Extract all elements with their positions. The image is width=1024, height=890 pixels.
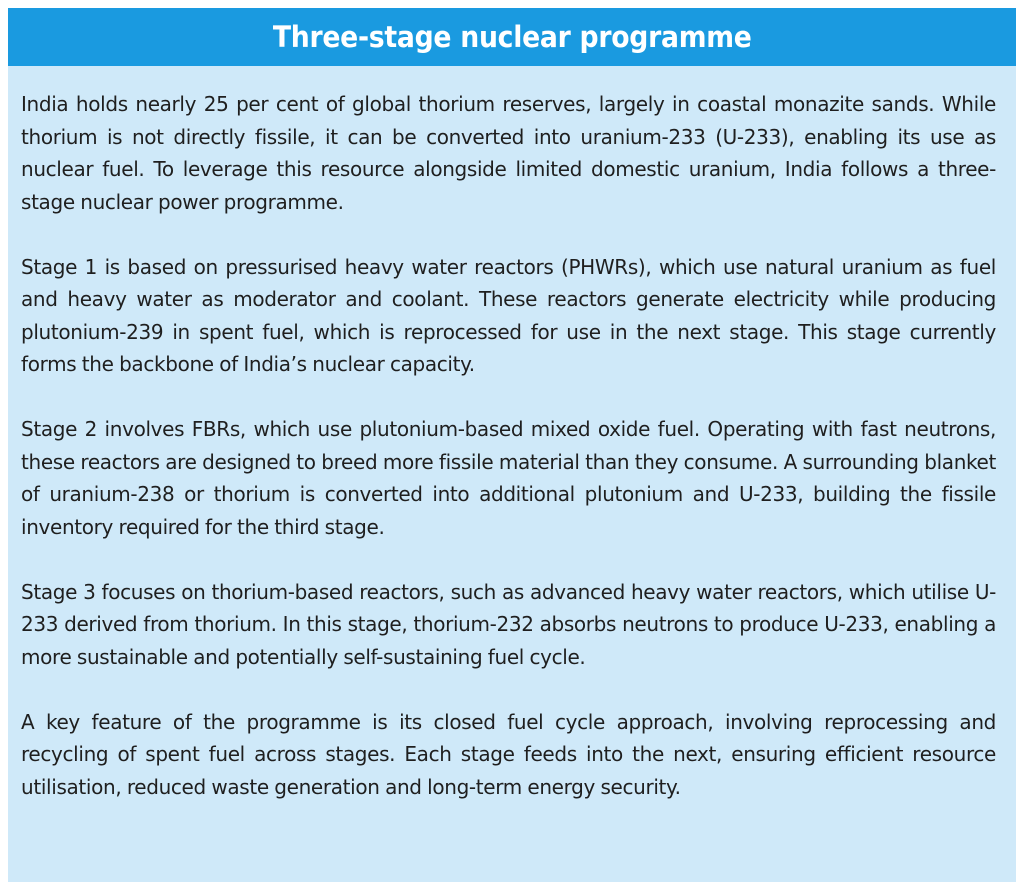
paragraph-closed-cycle: A key feature of the programme is its closed fuel cycle approach, involving reprocessing and recycling of spent fuel across stages. Each stage feeds into the next, ensuring efficient resource utilisation, reduced waste generation and long-term energy security. — [21, 709, 996, 799]
paragraph-intro: India holds nearly 25 per cent of global thorium reserves, largely in coastal monazite sands. While thorium is not directly fissile, it can be converted into uranium-233 (U-233), enabling its use as nuclear fuel. To leverage this resource alongside limited domestic uranium, India follows a three-stage nuclear power programme. — [21, 92, 996, 214]
paragraph-stage-1: Stage 1 is based on pressurised heavy water reactors (PHWRs), which use natural uranium as fuel and heavy water as moderator and coolant. These reactors generate electricity while producing plutonium-239 in spent fuel, which is reprocessed for use in the next stage. This stage currently forms the backbone of India’s nuclear capacity. — [21, 254, 996, 376]
paragraph-stage-2: Stage 2 involves FBRs, which use plutonium-based mixed oxide fuel. Operating with fast neutrons, these reactors are designed to breed more fissile material than they consume. A surrounding blanket of uranium-238 or thorium is converted into additional plutonium and U-233, building the fissile inventory required for the third stage. — [21, 417, 996, 539]
info-box — [8, 8, 1016, 882]
box-title: Three-stage nuclear programme — [272, 20, 752, 54]
box-header — [8, 8, 1016, 66]
box-body — [8, 66, 1016, 803]
paragraph-stage-3: Stage 3 focuses on thorium-based reactors, such as advanced heavy water reactors, which utilise U-233 derived from thorium. In this stage, thorium-232 absorbs neutrons to produce U-233, enabling a more sustainable and potentially self-sustaining fuel cycle. — [21, 579, 996, 669]
